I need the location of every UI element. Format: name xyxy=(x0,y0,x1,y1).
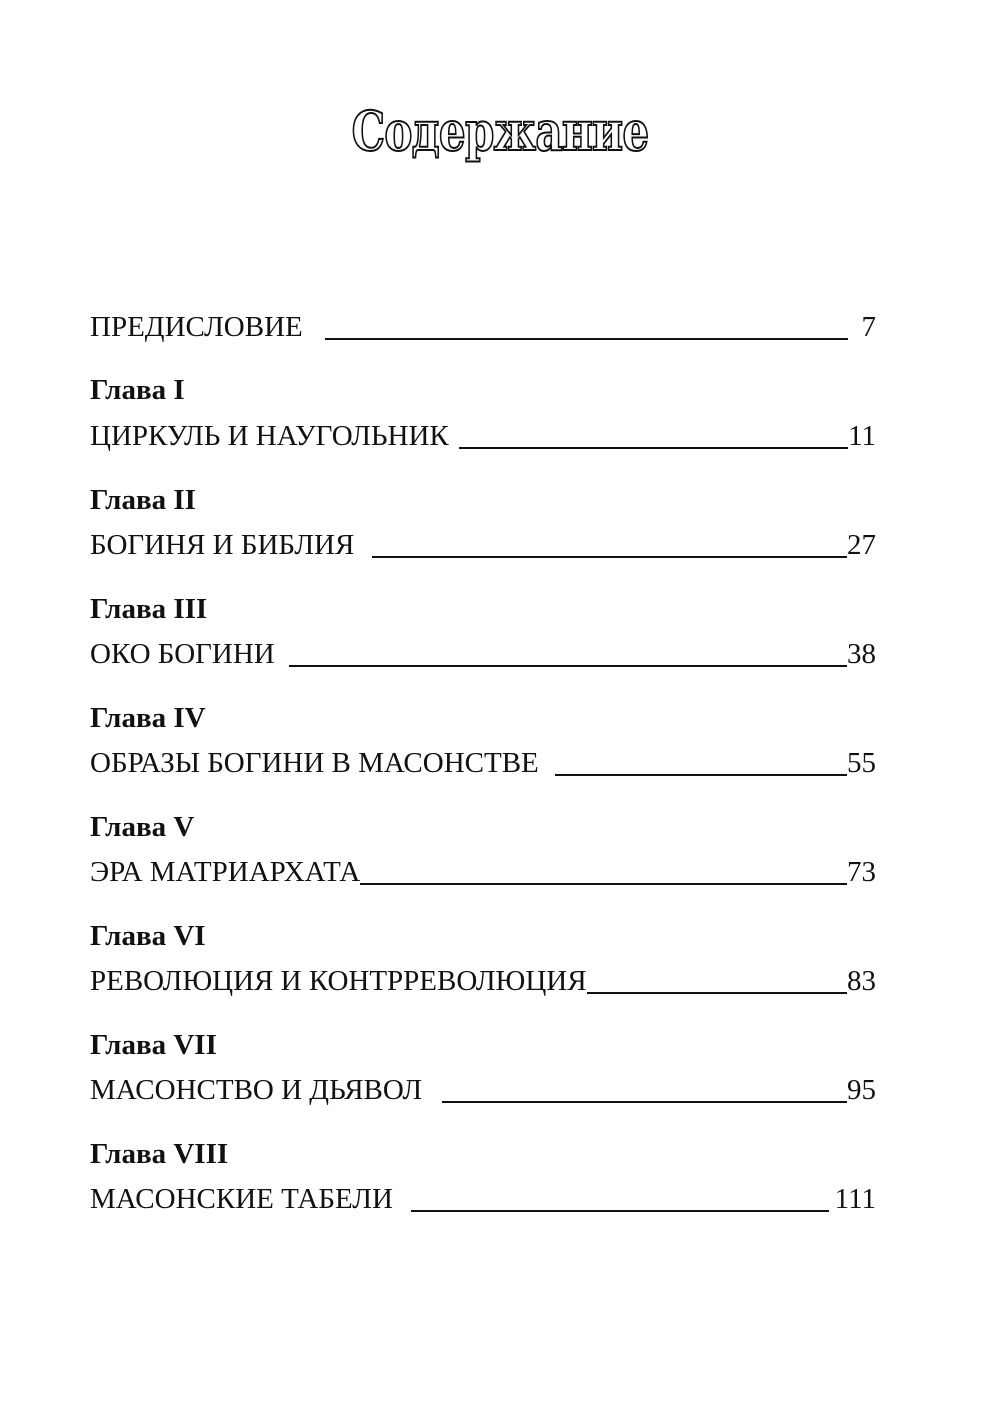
toc-entry-page: 7 xyxy=(861,311,876,343)
toc-entry-chapter-6[interactable] xyxy=(90,956,876,996)
toc-entry-page: 55 xyxy=(847,747,876,779)
toc-entry-chapter-4[interactable] xyxy=(90,738,876,778)
toc-entry-preface[interactable] xyxy=(90,302,876,342)
toc-entry-title: ЦИРКУЛЬ И НАУГОЛЬНИК xyxy=(90,420,449,452)
chapter-heading: Глава III xyxy=(90,593,208,625)
toc-leader-line xyxy=(372,556,847,558)
toc-entry-page: 95 xyxy=(847,1074,876,1106)
chapter-heading: Глава VIII xyxy=(90,1138,229,1170)
toc-entry-chapter-1[interactable] xyxy=(90,411,876,451)
toc-leader-line xyxy=(555,774,847,776)
toc-entry-page: 11 xyxy=(848,420,876,452)
toc-entry-page: 73 xyxy=(847,856,876,888)
chapter-heading: Глава VI xyxy=(90,920,206,952)
toc-leader-line xyxy=(360,883,847,885)
toc-entry-title: МАСОНСТВО И ДЬЯВОЛ xyxy=(90,1074,423,1106)
toc-entry-title: МАСОНСКИЕ ТАБЕЛИ xyxy=(90,1183,393,1215)
toc-leader-line xyxy=(289,665,847,667)
toc-entry-page: 27 xyxy=(847,529,876,561)
chapter-heading: Глава II xyxy=(90,484,196,516)
toc-entry-chapter-5[interactable] xyxy=(90,847,876,887)
toc-entry-title: ПРЕДИСЛОВИЕ xyxy=(90,311,303,343)
chapter-heading: Глава I xyxy=(90,374,185,406)
page-title: Содержание xyxy=(351,99,649,163)
toc-entry-title: БОГИНЯ И БИБЛИЯ xyxy=(90,529,355,561)
toc-entry-title: ОБРАЗЫ БОГИНИ В МАСОНСТВЕ xyxy=(90,747,539,779)
toc-entry-page: 111 xyxy=(834,1183,876,1215)
toc-leader-line xyxy=(442,1101,847,1103)
toc-entry-page: 38 xyxy=(847,638,876,670)
chapter-heading: Глава V xyxy=(90,811,195,843)
toc-leader-line xyxy=(459,447,848,449)
toc-leader-line xyxy=(587,992,847,994)
toc-entry-chapter-8[interactable] xyxy=(90,1174,876,1214)
toc-entry-title: ЭРА МАТРИАРХАТА xyxy=(90,856,361,888)
toc-entry-title: ОКО БОГИНИ xyxy=(90,638,275,670)
toc-entry-title: РЕВОЛЮЦИЯ И КОНТРРЕВОЛЮЦИЯ xyxy=(90,965,587,997)
toc-entry-chapter-3[interactable] xyxy=(90,629,876,669)
toc-entry-chapter-7[interactable] xyxy=(90,1065,876,1105)
toc-entry-chapter-2[interactable] xyxy=(90,520,876,560)
chapter-heading: Глава IV xyxy=(90,702,206,734)
chapter-heading: Глава VII xyxy=(90,1029,217,1061)
toc-entry-page: 83 xyxy=(847,965,876,997)
toc-leader-line xyxy=(325,338,848,340)
toc-leader-line xyxy=(411,1210,829,1212)
